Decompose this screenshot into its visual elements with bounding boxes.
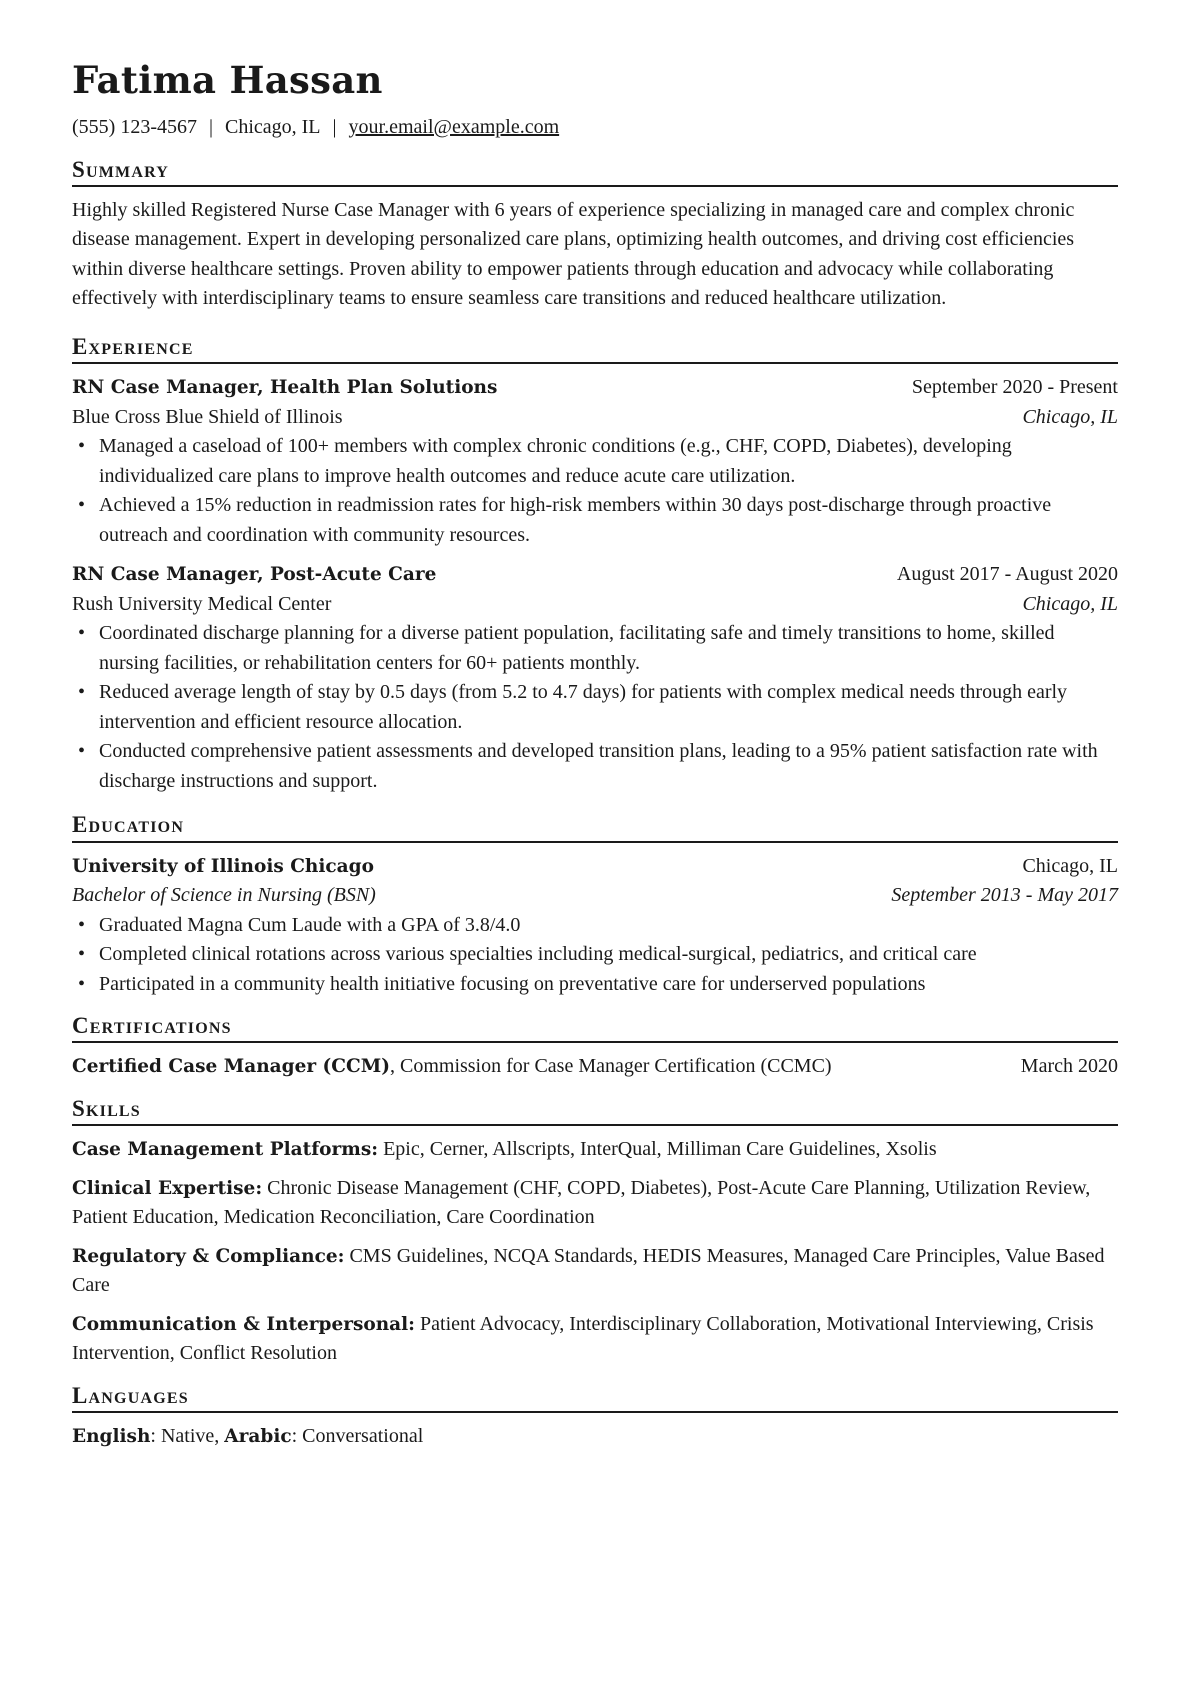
section-title-education: Education [72,812,1118,842]
job-location: Chicago, IL [1022,592,1118,615]
skill-line [72,1242,1118,1301]
job-dates: September 2020 - Present [911,376,1118,399]
job-header-row [72,560,1118,590]
skill-value: Chronic Disease Management (CHF, COPD, Diabetes), Post-Acute Care Planning, Utilization Review, Patient Education, Medication Reconciliation, Care Coordination [72,1176,1091,1229]
skill-label: Regulatory & Compliance: [72,1245,345,1267]
job-entry [72,373,1118,550]
certification-date: March 2020 [1020,1055,1118,1078]
job-role: RN Case Manager, Health Plan Solutions [72,377,498,399]
bullet-icon: • [78,435,86,458]
job-dates: August 2017 - August 2020 [896,563,1118,586]
list-item [72,491,1118,550]
bullet-text: Managed a caseload of 100+ members with complex chronic conditions (e.g., CHF, COPD, Diabetes), developing individualized care plans to improve health outcomes and reduce acute care utilization. [99,435,1012,487]
section-title-languages: Languages [72,1383,1118,1413]
job-location: Chicago, IL [1022,405,1118,428]
bullet-text: Achieved a 15% reduction in readmission rates for high-risk members within 30 days post-discharge through proactive outreach and coordination with community resources. [99,494,1052,546]
job-entry [72,560,1118,796]
skill-value: Patient Advocacy, Interdisciplinary Collaboration, Motivational Interviewing, Crisis Intervention, Conflict Resolution [72,1312,1094,1365]
job-role: RN Case Manager, Post-Acute Care [72,564,437,586]
bullet-text: Reduced average length of stay by 0.5 days (from 5.2 to 4.7 days) for patients with complex medical needs through early intervention and efficient resource allocation. [99,681,1068,733]
certification-row [72,1052,1118,1082]
summary-section [72,157,1118,314]
bullet-icon: • [78,972,86,995]
languages-section [72,1383,1118,1452]
contact-line [72,115,1118,139]
skill-line [72,1310,1118,1369]
email-link[interactable]: your.email@example.com [348,115,560,138]
school-location: Chicago, IL [1022,854,1118,877]
bullet-icon: • [78,943,86,966]
skill-value: Epic, Cerner, Allscripts, InterQual, Milliman Care Guidelines, Xsolis [378,1138,937,1161]
list-item [72,940,1118,970]
school-name: University of Illinois Chicago [72,855,374,877]
list-item [72,911,1118,941]
certification-text [72,1052,832,1082]
certifications-section [72,1013,1118,1082]
list-item [72,970,1118,1000]
bullet-icon: • [78,913,86,936]
separator: | [332,115,337,138]
bullet-icon: • [78,681,86,704]
skill-line [72,1135,1118,1165]
skills-section [72,1096,1118,1369]
bullet-text: Coordinated discharge planning for a diverse patient population, facilitating safe and timely transitions to home, skilled nursing facilities, or rehabilitation centers for 60+ patients monthly. [99,622,1055,674]
skill-value: CMS Guidelines, NCQA Standards, HEDIS Measures, Managed Care Principles, Value Based Care [72,1244,1105,1297]
job-org-row [72,403,1118,433]
list-item [72,432,1118,491]
job-org: Blue Cross Blue Shield of Illinois [72,405,343,428]
education-header-row [72,852,1118,882]
list-item [72,737,1118,796]
location: Chicago, IL [225,115,321,138]
certification-issuer: , Commission for Case Manager Certification (CCMC) [389,1055,832,1078]
summary-text: Highly skilled Registered Nurse Case Manager with 6 years of experience specializing in managed care and complex chronic disease management. Expert in developing personalized care plans, optimizing health outcomes, and driving cost efficiencies within diverse healthcare settings. Proven ability to empower patients through education and advocacy while collaborating effectively with interdisciplinary teams to ensure seamless care transitions and reduced healthcare utilization. [72,198,1075,310]
section-title-experience: Experience [72,334,1118,364]
bullet-text: Participated in a community health initiative focusing on preventative care for underserved populations [99,972,926,995]
job-header-row [72,373,1118,403]
bullet-text: Conducted comprehensive patient assessments and developed transition plans, leading to a 95% patient satisfaction rate with discharge instructions and support. [99,740,1098,792]
degree: Bachelor of Science in Nursing (BSN) [72,884,376,907]
list-item [72,678,1118,737]
job-org-row [72,590,1118,620]
language-name: Arabic [224,1425,292,1447]
bullet-icon: • [78,494,86,517]
education-dates: September 2013 - May 2017 [891,884,1118,907]
experience-section [72,334,1118,796]
bullet-text: Completed clinical rotations across various specialties including medical-surgical, pediatrics, and critical care [99,943,977,966]
bullet-icon: • [78,740,86,763]
language-level: : Conversational [291,1424,424,1447]
languages-line [72,1422,1118,1452]
language-level: : Native, [150,1424,225,1447]
bullet-text: Graduated Magna Cum Laude with a GPA of 3.8/4.0 [99,913,521,936]
certification-name: Certified Case Manager (CCM) [72,1056,390,1078]
education-degree-row [72,881,1118,911]
section-title-skills: Skills [72,1096,1118,1126]
skill-label: Communication & Interpersonal: [72,1313,416,1335]
list-item [72,619,1118,678]
bullet-icon: • [78,622,86,645]
skill-label: Clinical Expertise: [72,1177,263,1199]
job-org: Rush University Medical Center [72,592,332,615]
education-bullets [72,911,1118,1000]
section-title-certifications: Certifications [72,1013,1118,1043]
education-section [72,812,1118,999]
section-title-summary: Summary [72,157,1118,187]
skill-line [72,1174,1118,1233]
job-bullets [72,619,1118,796]
separator: | [208,115,213,138]
skill-label: Case Management Platforms: [72,1139,379,1161]
job-bullets [72,432,1118,550]
candidate-name: Fatima Hassan [72,58,383,102]
language-name: English [72,1425,151,1447]
phone: (555) 123-4567 [72,115,197,138]
